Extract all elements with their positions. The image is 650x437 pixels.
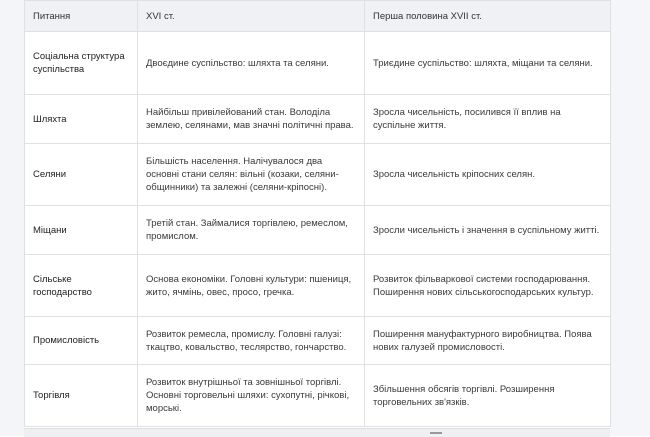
header-topic: Питання <box>25 1 138 32</box>
row-16th-century: Більшість населення. Налічувалося два основні стани селян: вільні (козаки, селяни-общинники) та залежні (селяни-кріпосні). <box>138 144 365 206</box>
row-17th-century: Триєдине суспільство: шляхта, міщани та селяни. <box>365 32 611 95</box>
row-topic: Селяни <box>25 144 138 206</box>
row-topic: Міщани <box>25 206 138 255</box>
row-16th-century: Розвиток внутрішньої та зовнішньої торгівлі. Основні торговельні шляхи: сухопутні, річкові, морські. <box>138 365 365 427</box>
row-17th-century: Зросла чисельність кріпосних селян. <box>365 144 611 206</box>
row-topic: Сільське господарство <box>25 255 138 317</box>
header-17th-century: Перша половина XVII ст. <box>365 1 611 32</box>
row-topic: Промисловість <box>25 317 138 365</box>
table-header-row <box>25 1 611 32</box>
right-gutter <box>610 0 650 436</box>
table-row <box>25 206 611 255</box>
row-topic: Торгівля <box>25 365 138 427</box>
row-16th-century: Найбільш привілейований стан. Володіла землею, селянами, мав значні політичні права. <box>138 95 365 144</box>
row-topic: Соціальна структура суспільства <box>25 32 138 95</box>
row-16th-century: Третій стан. Займалися торгівлею, ремеслом, промислом. <box>138 206 365 255</box>
row-17th-century: Поширення мануфактурного виробництва. Поява нових галузей промисловості. <box>365 317 611 365</box>
row-17th-century: Збільшення обсягів торгівлі. Розширення торговельних зв'язків. <box>365 365 611 427</box>
row-16th-century: Розвиток ремесла, промислу. Головні галузі: ткацтво, ковальство, теслярство, гончарство. <box>138 317 365 365</box>
scroll-indicator <box>430 432 442 434</box>
row-17th-century: Розвиток фільваркової системи господарювання. Поширення нових сільськогосподарських культур. <box>365 255 611 317</box>
left-margin <box>0 0 24 436</box>
comparison-table <box>24 0 611 427</box>
table-row <box>25 32 611 95</box>
row-topic: Шляхта <box>25 95 138 144</box>
table-row <box>25 365 611 427</box>
table-row <box>25 95 611 144</box>
row-17th-century: Зросли чисельність і значення в суспільному житті. <box>365 206 611 255</box>
row-16th-century: Основа економіки. Головні культури: пшениця, жито, ячмінь, овес, просо, гречка. <box>138 255 365 317</box>
header-16th-century: XVI ст. <box>138 1 365 32</box>
table-row <box>25 317 611 365</box>
table-row <box>25 255 611 317</box>
row-17th-century: Зросла чисельність, посилився її вплив на суспільне життя. <box>365 95 611 144</box>
row-16th-century: Двоєдине суспільство: шляхта та селяни. <box>138 32 365 95</box>
table-row <box>25 144 611 206</box>
